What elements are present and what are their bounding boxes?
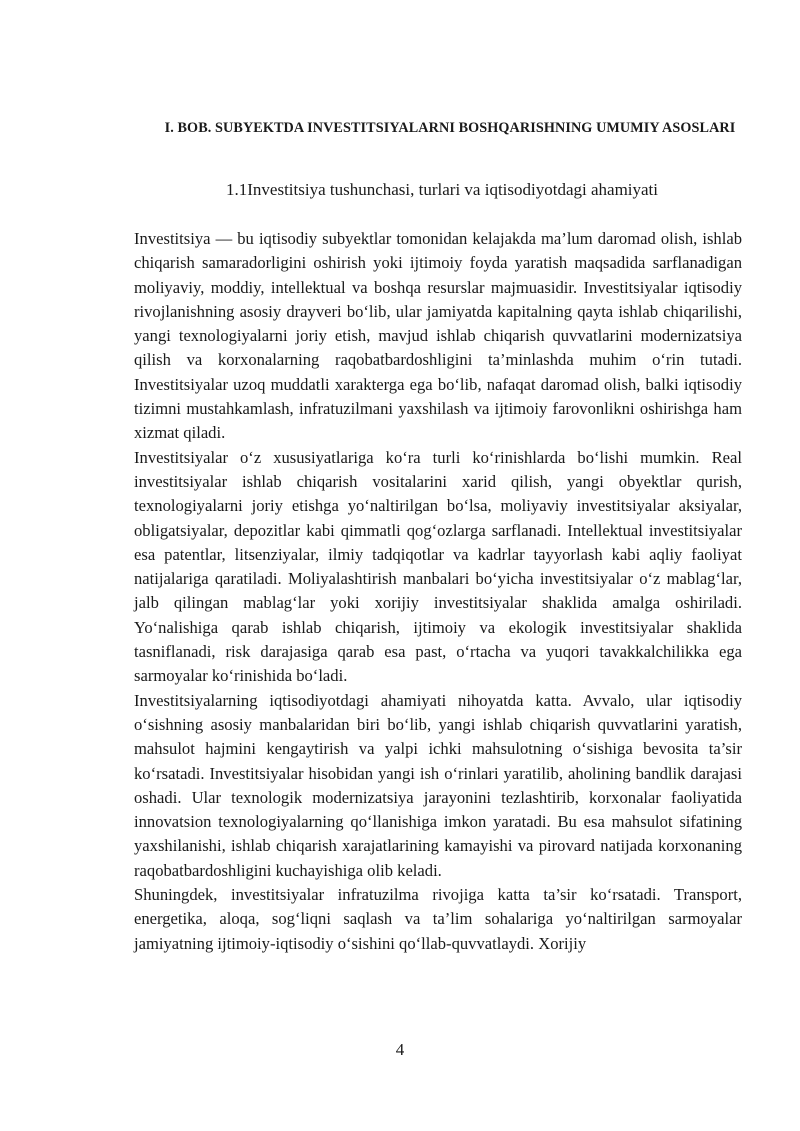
body-text <box>134 227 742 956</box>
paragraph: Investitsiyalarning iqtisodiyotdagi ahamiyati nihoyatda katta. Avvalo, ular iqtisodiy o‘sishning asosiy manbalaridan biri bo‘lib, yangi ishlab chiqarish quvvatlarini yaratish, mahsulot hajmini kengaytirish va yalpi ichki mahsulotning o‘sishiga bevosita ta’sir ko‘rsatadi. Investitsiyalar hisobidan yangi ish o‘rinlari yaratilib, aholining bandlik darajasi oshadi. Ular texnologik modernizatsiya jarayonini tezlashtirib, korxonalar faoliyatida innovatsion texnologiyalarning qo‘llanishiga imkon yaratadi. Bu esa mahsulot sifatining yaxshilanishi, ishlab chiqarish xarajatlarining kamayishi va pirovard natijada korxonaning raqobatbardoshligini kuchayishiga olib keladi. <box>134 690 742 880</box>
paragraph: Shuningdek, investitsiyalar infratuzilma rivojiga katta ta’sir ko‘rsatadi. Transport, energetika, aloqa, sog‘liqni saqlash va ta’lim sohalariga yo‘naltirilgan sarmoyalar jamiyatning ijtimoiy-iqtisodiy o‘sishini qo‘llab-quvvatlaydi. Xorijiy <box>134 885 742 953</box>
paragraph: Investitsiya — bu iqtisodiy subyektlar tomonidan kelajakda ma’lum daromad olish, ishlab chiqarish samaradorligini oshirish yoki ijtimoiy foyda yaratish maqsadida sarflanadigan moliyaviy, moddiy, intellektual va boshqa resurslar majmuasidir. Investitsiyalar iqtisodiy rivojlanishning asosiy drayveri bo‘lib, ular jamiyatda kapitalning qayta ishlab chiqarilishi, yangi texnologiyalarni joriy etish, mavjud ishlab chiqarish quvvatlarini modernizatsiya qilish va korxonalarning raqobatbardoshligini ta’minlashda muhim o‘rin tutadi. Investitsiyalar uzoq muddatli xarakterga ega bo‘lib, nafaqat daromad olish, balki iqtisodiy tizimni mustahkamlash, infratuzilmani yaxshilash va ijtimoiy farovonlikni oshirishga ham xizmat qiladi. <box>134 229 742 443</box>
page-number: 4 <box>395 1040 405 1059</box>
section-title: 1.1Investitsiya tushunchasi, turlari va iqtisodiyotdagi ahamiyati <box>226 180 659 199</box>
paragraph: Investitsiyalar o‘z xususiyatlariga ko‘ra turli ko‘rinishlarda bo‘lishi mumkin. Real investitsiyalar ishlab chiqarish vositalarini xarid qilish, yangi obyektlar qurish, texnologiyalarni joriy etishga yo‘naltirilgan bo‘lsa, moliyaviy investitsiyalar aksiyalar, obligatsiyalar, depozitlar kabi qimmatli qog‘ozlarga sarflanadi. Intellektual investitsiyalar esa patentlar, litsenziyalar, ilmiy tadqiqotlar va kadrlar tayyorlash kabi aqliy faoliyat natijalariga qaratiladi. Moliyalashtirish manbalari bo‘yicha investitsiyalar o‘z mablag‘lar, jalb qilingan mablag‘lar yoki xorijiy investitsiyalar shaklida amalga oshiriladi. Yo‘nalishiga qarab ishlab chiqarish, ijtimoiy va ekologik investitsiyalar shaklida tasniflanadi, risk darajasiga qarab esa past, o‘rtacha va yuqori tavakkalchilikka ega sarmoyalar ko‘rinishida bo‘ladi. <box>134 447 742 686</box>
chapter-title: I. BOB. SUBYEKTDA INVESTITSIYALARNI BOSHQARISHNING UMUMIY ASOSLARI <box>164 120 736 136</box>
